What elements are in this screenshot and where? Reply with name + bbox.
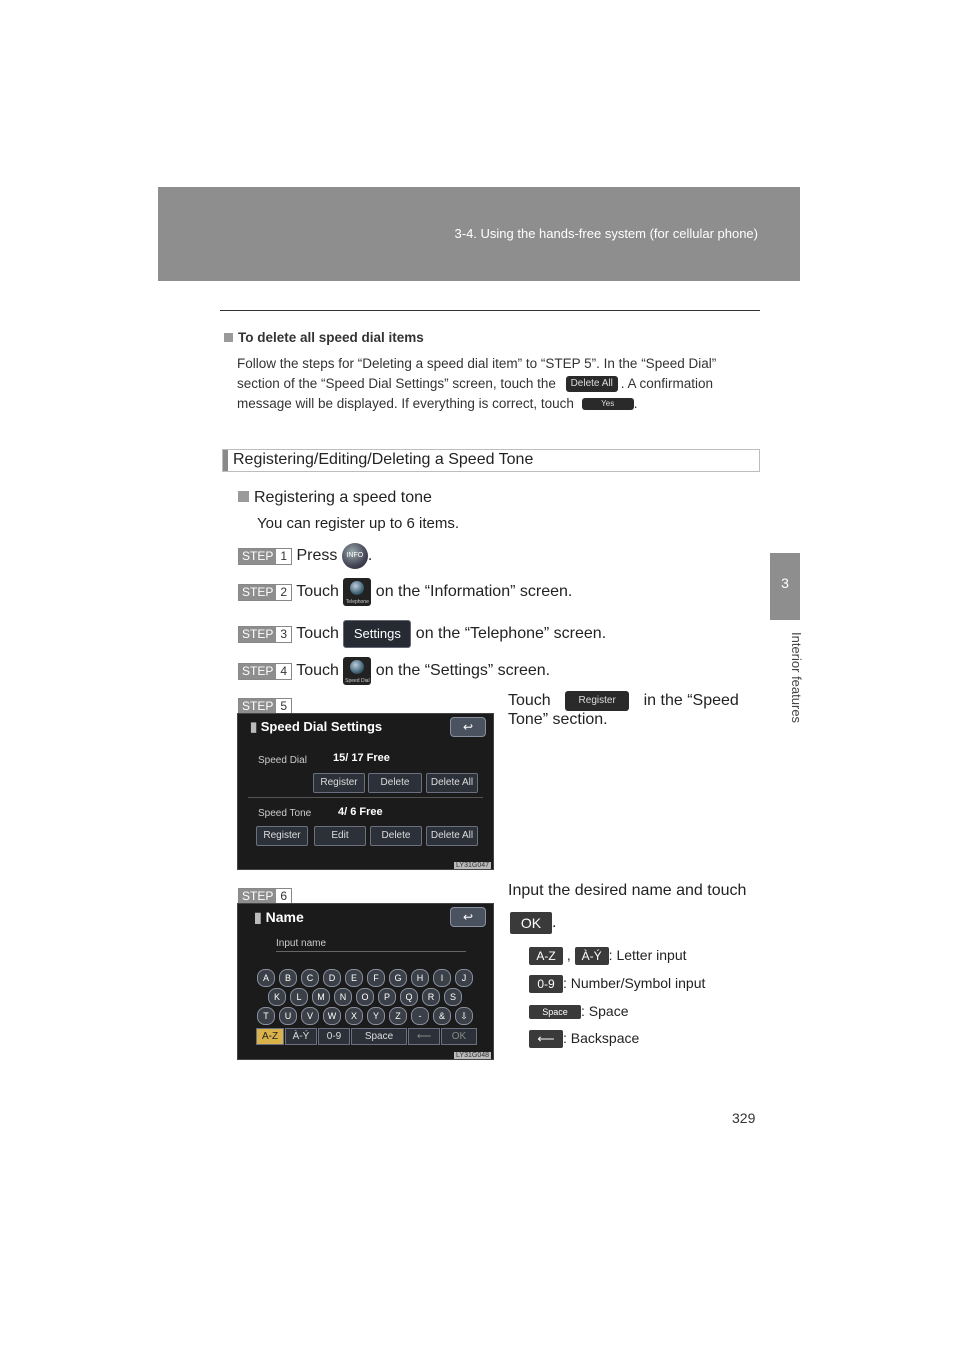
speed-tone-count: 4/ 6 Free [338,806,383,818]
legend-space [529,1003,628,1019]
key-h[interactable]: H [411,969,429,987]
key-down-arrow-icon[interactable]: ⇩ [455,1007,473,1025]
step-text: Touch [296,625,339,643]
key-u[interactable]: U [279,1007,297,1025]
key-w[interactable]: W [323,1007,341,1025]
image-code: LY31G047 [456,862,489,869]
backspace-button[interactable]: ⟵ [408,1028,440,1045]
key-q[interactable]: Q [400,988,418,1006]
speed-tone-delete-button[interactable]: Delete [370,826,422,846]
step-text: Touch [296,662,339,680]
step-number: 4 [276,664,291,679]
speed-tone-edit-button[interactable]: Edit [314,826,366,846]
key-s[interactable]: S [444,988,462,1006]
note-heading-wrap [224,330,424,345]
key-v[interactable]: V [301,1007,319,1025]
step-text-end: on the “Settings” screen. [375,662,551,680]
step-text-b: in the “Speed [643,692,739,710]
step-number: 6 [276,889,291,904]
legend-backspace [529,1030,639,1048]
step-word: STEP [239,585,276,600]
step-word: STEP [239,627,276,642]
input-name-field[interactable] [276,951,466,952]
legend-number-text: : Number/Symbol input [563,975,706,991]
register-button[interactable]: Register [565,691,629,711]
step-word: STEP [239,549,276,564]
step-badge [238,663,292,680]
key-b[interactable]: B [279,969,297,987]
key-g[interactable]: G [389,969,407,987]
key-o[interactable]: O [356,988,374,1006]
telephone-icon-label: Telephone [345,599,369,605]
step-text-c: Tone” section. [508,711,608,728]
step-number: 3 [276,627,291,642]
top-rule [220,310,760,311]
header-band [158,187,800,281]
square-bullet-icon [224,333,233,342]
key-l[interactable]: L [290,988,308,1006]
screen-divider [248,797,483,798]
step-text: Touch [508,692,551,710]
step-3 [238,620,606,648]
step-text-end: on the “Information” screen. [375,583,573,601]
legend-number-button: 0-9 [529,975,563,993]
step-badge [238,626,292,643]
step-word: STEP [239,889,276,904]
key-hyphen[interactable]: - [411,1007,429,1025]
step-badge [238,584,292,601]
step-text-end: on the “Telephone” screen. [415,625,607,643]
key-f[interactable]: F [367,969,385,987]
step-word: STEP [239,699,276,714]
screen-title-wrap: ▮ Speed Dial Settings [250,719,383,734]
note-line3b: . [633,396,638,411]
step-text: Touch [296,583,339,601]
input-name-label: Input name [276,938,327,949]
speed-dial-count: 15/ 17 Free [333,752,390,764]
section-title: Registering/Editing/Deleting a Speed Tone [233,451,534,468]
speed-dial-delete-button[interactable]: Delete [368,773,422,793]
key-x[interactable]: X [345,1007,363,1025]
settings-button[interactable]: Settings [343,620,411,648]
header-title: 3-4. Using the hands-free system (for cellular phone) [454,226,758,241]
space-button[interactable]: Space [351,1028,407,1045]
intro-text: You can register up to 6 items. [257,515,460,532]
info-icon[interactable]: INFO [342,543,368,569]
note-line2a: section of the “Speed Dial Settings” screen, touch the [237,376,556,391]
legend-space-button: Space [529,1005,581,1019]
key-ampersand[interactable]: & [433,1007,451,1025]
speed-dial-globe-icon [350,660,364,674]
number-button[interactable]: 0-9 [318,1028,350,1045]
step-badge [238,548,292,565]
step-number: 2 [276,585,291,600]
speed-tone-register-button[interactable]: Register [256,826,308,846]
step-1 [238,543,372,569]
square-bullet-icon [238,491,249,502]
note-line2 [237,376,757,392]
key-a[interactable]: A [257,969,275,987]
key-z[interactable]: Z [389,1007,407,1025]
key-i[interactable]: I [433,969,451,987]
screen1-title: Speed Dial Settings [260,719,383,734]
step-5-text [508,691,758,729]
step-2 [238,578,572,606]
key-j[interactable]: J [455,969,473,987]
name-input-screen [237,903,494,1060]
step-4 [238,657,550,685]
chapter-label-wrap [790,632,810,752]
accented-letters-button[interactable]: À-Ý [285,1028,317,1045]
speed-dial-delete-all-button[interactable]: Delete All [426,773,478,793]
chapter-tab: 3 [770,553,800,620]
ok-button-disabled[interactable]: OK [441,1028,477,1045]
key-m[interactable]: M [312,988,330,1006]
step-text-end: . [552,914,557,932]
note-line3 [237,396,637,411]
telephone-icon[interactable] [343,578,371,606]
screen-title-wrap: ▮ Name [254,909,304,925]
speed-dial-icon-label: Speed Dial [345,678,370,684]
speed-dial-settings-screen [237,713,494,870]
key-n[interactable]: N [334,988,352,1006]
speed-tone-delete-all-button[interactable]: Delete All [426,826,478,846]
note-line3a: message will be displayed. If everything is correct, touch [237,396,574,411]
legend-letter-text: : Letter input [608,947,687,963]
back-button[interactable]: ↩ [450,717,486,737]
key-p[interactable]: P [378,988,396,1006]
legend-space-text: : Space [581,1003,629,1019]
key-c[interactable]: C [301,969,319,987]
legend-backspace-text: : Backspace [563,1030,640,1046]
telephone-globe-icon [350,581,364,595]
step-text: Press [296,547,338,565]
step-word: STEP [239,664,276,679]
key-d[interactable]: D [323,969,341,987]
subheading-wrap [238,489,432,507]
legend-sep: , [566,947,571,963]
page-number: 329 [732,1110,756,1126]
speed-dial-register-button[interactable]: Register [313,773,365,793]
key-y[interactable]: Y [367,1007,385,1025]
note-heading: To delete all speed dial items [238,330,424,345]
note-line2b: . A confirmation [620,376,714,391]
legend-backspace-icon: ⟵ [529,1030,563,1048]
speed-dial-icon[interactable] [343,657,371,685]
key-k[interactable]: K [268,988,286,1006]
chapter-label: Interior features [789,632,804,724]
step-number: 5 [276,699,291,714]
key-r[interactable]: R [422,988,440,1006]
yes-button[interactable]: Yes [582,398,634,410]
image-code: LY31G048 [456,1052,489,1059]
section-heading [222,449,760,472]
step-6-ok-wrap [510,912,556,934]
legend-number [529,975,705,993]
delete-all-button[interactable]: Delete All [566,376,618,392]
section-bar [223,450,228,471]
legend-accented-button: À-Ý [575,947,609,965]
step-text-end: . [367,547,373,565]
speed-tone-label: Speed Tone [258,808,312,819]
key-e[interactable]: E [345,969,363,987]
speed-dial-label: Speed Dial [258,755,307,766]
key-t[interactable]: T [257,1007,275,1025]
ok-button[interactable]: OK [510,912,552,934]
screen2-title: Name [265,909,304,925]
legend-az-button: A-Z [529,947,563,965]
step-number: 1 [276,549,291,564]
az-button[interactable]: A-Z [256,1028,284,1045]
step-6-text: Input the desired name and touch [508,882,747,899]
legend-letter [529,947,687,965]
subheading: Registering a speed tone [254,489,432,506]
back-button[interactable]: ↩ [450,907,486,927]
note-line1: Follow the steps for “Deleting a speed dial item” to “STEP 5”. In the “Speed Dial” [237,356,717,371]
